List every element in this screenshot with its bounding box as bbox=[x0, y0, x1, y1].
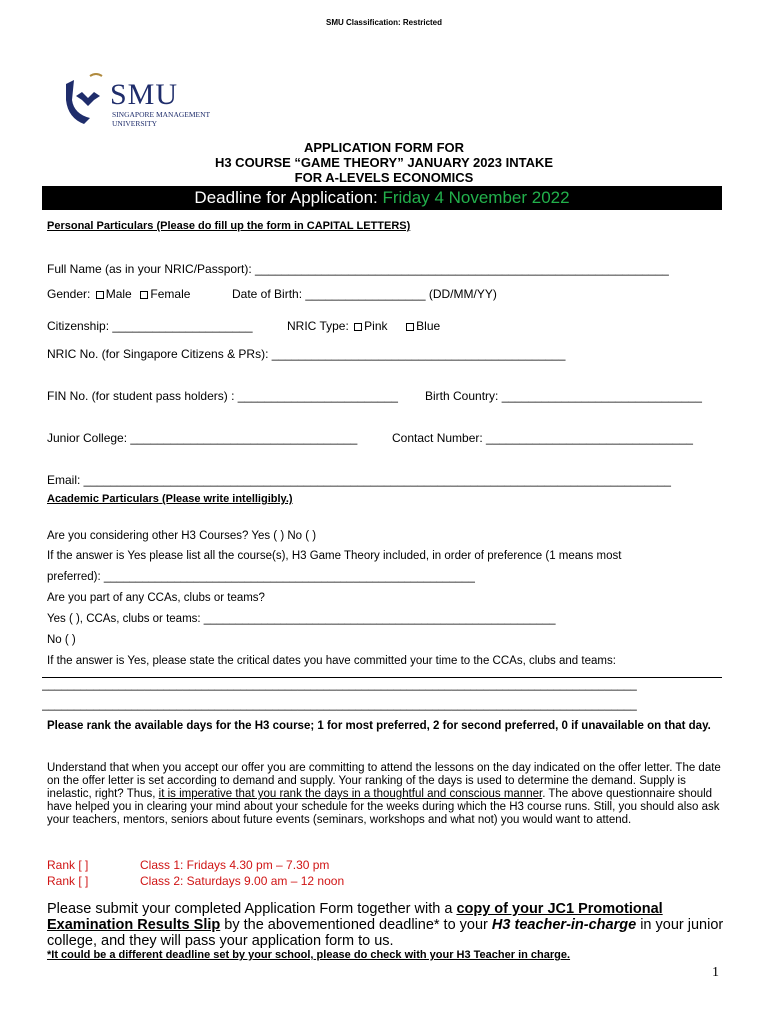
academic-heading: Academic Particulars (Please write intelligibly.) bbox=[47, 493, 293, 505]
cca-dates-question: If the answer is Yes, please state the critical dates you have committed your time to the CCAs, clubs and teams: bbox=[47, 655, 616, 667]
ranking-explanation bbox=[47, 762, 723, 827]
female-label: Female bbox=[150, 287, 191, 301]
nric-type-label: NRIC Type: bbox=[287, 319, 349, 333]
logo-wordmark: SMU bbox=[110, 78, 179, 111]
classification-label: SMU Classification: Restricted bbox=[325, 18, 443, 27]
title-line-1: APPLICATION FORM FOR bbox=[303, 140, 465, 155]
submit-results-slip: copy of your JC1 Promotional Examination Results Slip bbox=[47, 901, 663, 933]
cca-dates-blank-2[interactable]: _____________________________________________________________________________________________ bbox=[42, 699, 637, 711]
rank-class-2: Class 2: Saturdays 9.00 am – 12 noon bbox=[140, 874, 345, 888]
smu-logo bbox=[60, 70, 240, 130]
ranking-explanation-a: Understand that when you accept our offer you are committing to attend the lessons on the day indicated on the offer letter. The date on the offer letter is set according to demand and supply. Your ranking of the days is used to determine the demand. Supply is inelastic, right? Thus, bbox=[47, 762, 721, 800]
submit-e: in your junior college, and they will pass your application form to us. bbox=[47, 917, 724, 949]
citizenship-field[interactable]: Citizenship: _____________________ bbox=[47, 319, 253, 333]
logo-subtitle-2: UNIVERSITY bbox=[112, 119, 157, 128]
cca-question: Are you part of any CCAs, clubs or teams? bbox=[47, 592, 265, 604]
ranking-instruction: Please rank the available days for the H3 course; 1 for most preferred, 2 for second preferred, 0 if unavailable on that day. bbox=[47, 720, 711, 732]
male-checkbox[interactable] bbox=[96, 291, 104, 299]
nric-type-row bbox=[287, 319, 440, 333]
submit-a: Please submit your completed Application Form together with a bbox=[47, 901, 457, 917]
blue-label: Blue bbox=[416, 319, 441, 333]
blue-checkbox[interactable] bbox=[406, 323, 414, 331]
submit-c: by the abovementioned deadline* to your bbox=[220, 917, 492, 933]
contact-number-field[interactable]: Contact Number: _______________________________ bbox=[392, 431, 693, 445]
title-line-2: H3 COURSE “GAME THEORY” JANUARY 2023 INTAKE bbox=[214, 155, 554, 170]
male-label: Male bbox=[105, 287, 132, 301]
rank-field-2[interactable]: Rank [ ] bbox=[47, 874, 89, 888]
deadline-date: Friday 4 November 2022 bbox=[382, 188, 570, 207]
dob-field[interactable]: Date of Birth: __________________ (DD/MM/YY) bbox=[232, 287, 497, 301]
cca-yes-field[interactable]: Yes ( ), CCAs, clubs or teams: _______________________________________________________ bbox=[47, 613, 556, 625]
submit-instruction bbox=[47, 901, 727, 949]
fin-number-field[interactable]: FIN No. (for student pass holders) : ________________________ bbox=[47, 389, 398, 403]
nric-number-field[interactable]: NRIC No. (for Singapore Citizens & PRs): ____________________________________________ bbox=[47, 347, 566, 361]
deadline-label: Deadline for Application: bbox=[194, 188, 383, 207]
female-checkbox[interactable] bbox=[140, 291, 148, 299]
rank-field-1[interactable]: Rank [ ] bbox=[47, 858, 89, 872]
rank-class-1: Class 1: Fridays 4.30 pm – 7.30 pm bbox=[140, 858, 330, 872]
birth-country-field[interactable]: Birth Country: ______________________________ bbox=[425, 389, 702, 403]
pink-checkbox[interactable] bbox=[354, 323, 362, 331]
personal-heading: Personal Particulars (Please do fill up the form in CAPITAL LETTERS) bbox=[47, 220, 411, 232]
cca-no-field[interactable]: No ( ) bbox=[47, 634, 76, 646]
submit-teacher: H3 teacher-in-charge bbox=[491, 917, 637, 933]
junior-college-field[interactable]: Junior College: __________________________________ bbox=[47, 431, 358, 445]
full-name-field[interactable]: Full Name (as in your NRIC/Passport): ______________________________________________________________ bbox=[47, 262, 669, 276]
title-line-3: FOR A-LEVELS ECONOMICS bbox=[294, 170, 474, 185]
submit-note: *It could be a different deadline set by your school, please do check with your H3 Teacher in charge. bbox=[47, 949, 571, 961]
cca-dates-blank-1[interactable]: _____________________________________________________________________________________________ bbox=[42, 679, 637, 691]
pink-label: Pink bbox=[364, 319, 388, 333]
course-list-line-2[interactable]: preferred): __________________________________________________________ bbox=[47, 571, 475, 583]
page-number: 1 bbox=[712, 965, 719, 980]
email-field[interactable]: Email: ________________________________________________________________________________________ bbox=[47, 473, 671, 487]
other-h3-question[interactable]: Are you considering other H3 Courses? Yes ( ) No ( ) bbox=[47, 530, 317, 542]
ranking-explanation-b: . The above questionnaire should have helped you in clearing your mind about your schedule for the weeks during which the H3 course runs. Still, you should also ask your teachers, mentors, seniors about future events (seminars, workshops and what not) you would want to attend. bbox=[47, 788, 720, 826]
gender-row bbox=[47, 287, 190, 301]
logo-subtitle-1: SINGAPORE MANAGEMENT bbox=[112, 110, 211, 119]
course-list-line-1: If the answer is Yes please list all the course(s), H3 Game Theory included, in order of preference (1 means most bbox=[47, 550, 622, 562]
ranking-explanation-underlined: it is imperative that you rank the days in a thoughtful and conscious manner bbox=[158, 788, 543, 800]
deadline-banner bbox=[42, 186, 722, 210]
gender-label: Gender: bbox=[47, 287, 91, 301]
form-title bbox=[0, 140, 768, 185]
divider-line bbox=[42, 677, 722, 678]
smu-crest-icon bbox=[60, 70, 110, 130]
